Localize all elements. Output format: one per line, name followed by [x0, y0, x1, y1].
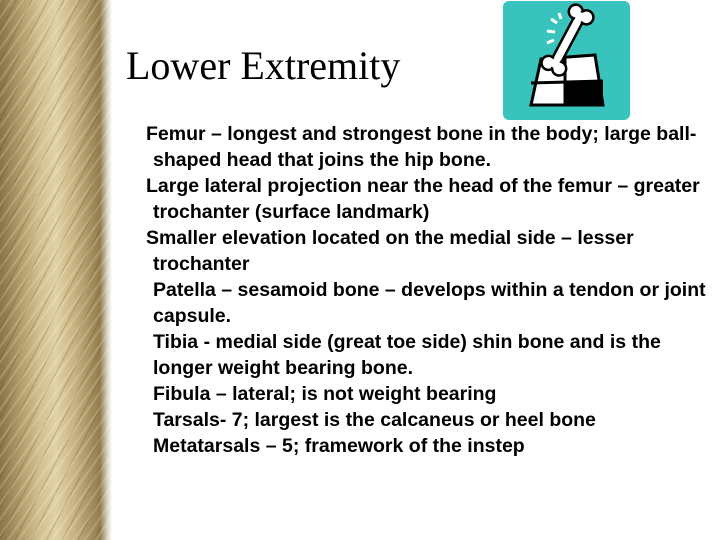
bone-logo-icon — [503, 1, 630, 120]
list-item: Fibula – lateral; is not weight bearing — [153, 383, 497, 405]
list-item: Femur – longest and strongest bone in the body; large ball-shaped head that joins the hip bone. — [146, 123, 697, 171]
list-item: Large lateral projection near the head of the femur – greater trochanter (surface landmark) — [146, 175, 700, 223]
border-fade — [100, 0, 112, 540]
list-item: Tibia - medial side (great toe side) shin bone and is the longer weight bearing bone. — [153, 331, 661, 379]
list-item: Smaller elevation located on the medial side – lesser trochanter — [146, 227, 634, 275]
bullet-list — [146, 121, 706, 459]
slide-title: Lower Extremity — [126, 43, 401, 88]
list-item: Patella – sesamoid bone – develops within a tendon or joint capsule. — [153, 279, 706, 327]
decorative-border — [0, 0, 112, 540]
list-item: Metatarsals – 5; framework of the instep — [153, 435, 525, 457]
bone-in-box-icon — [503, 1, 630, 120]
list-item: Tarsals- 7; largest is the calcaneus or heel bone — [153, 409, 596, 431]
